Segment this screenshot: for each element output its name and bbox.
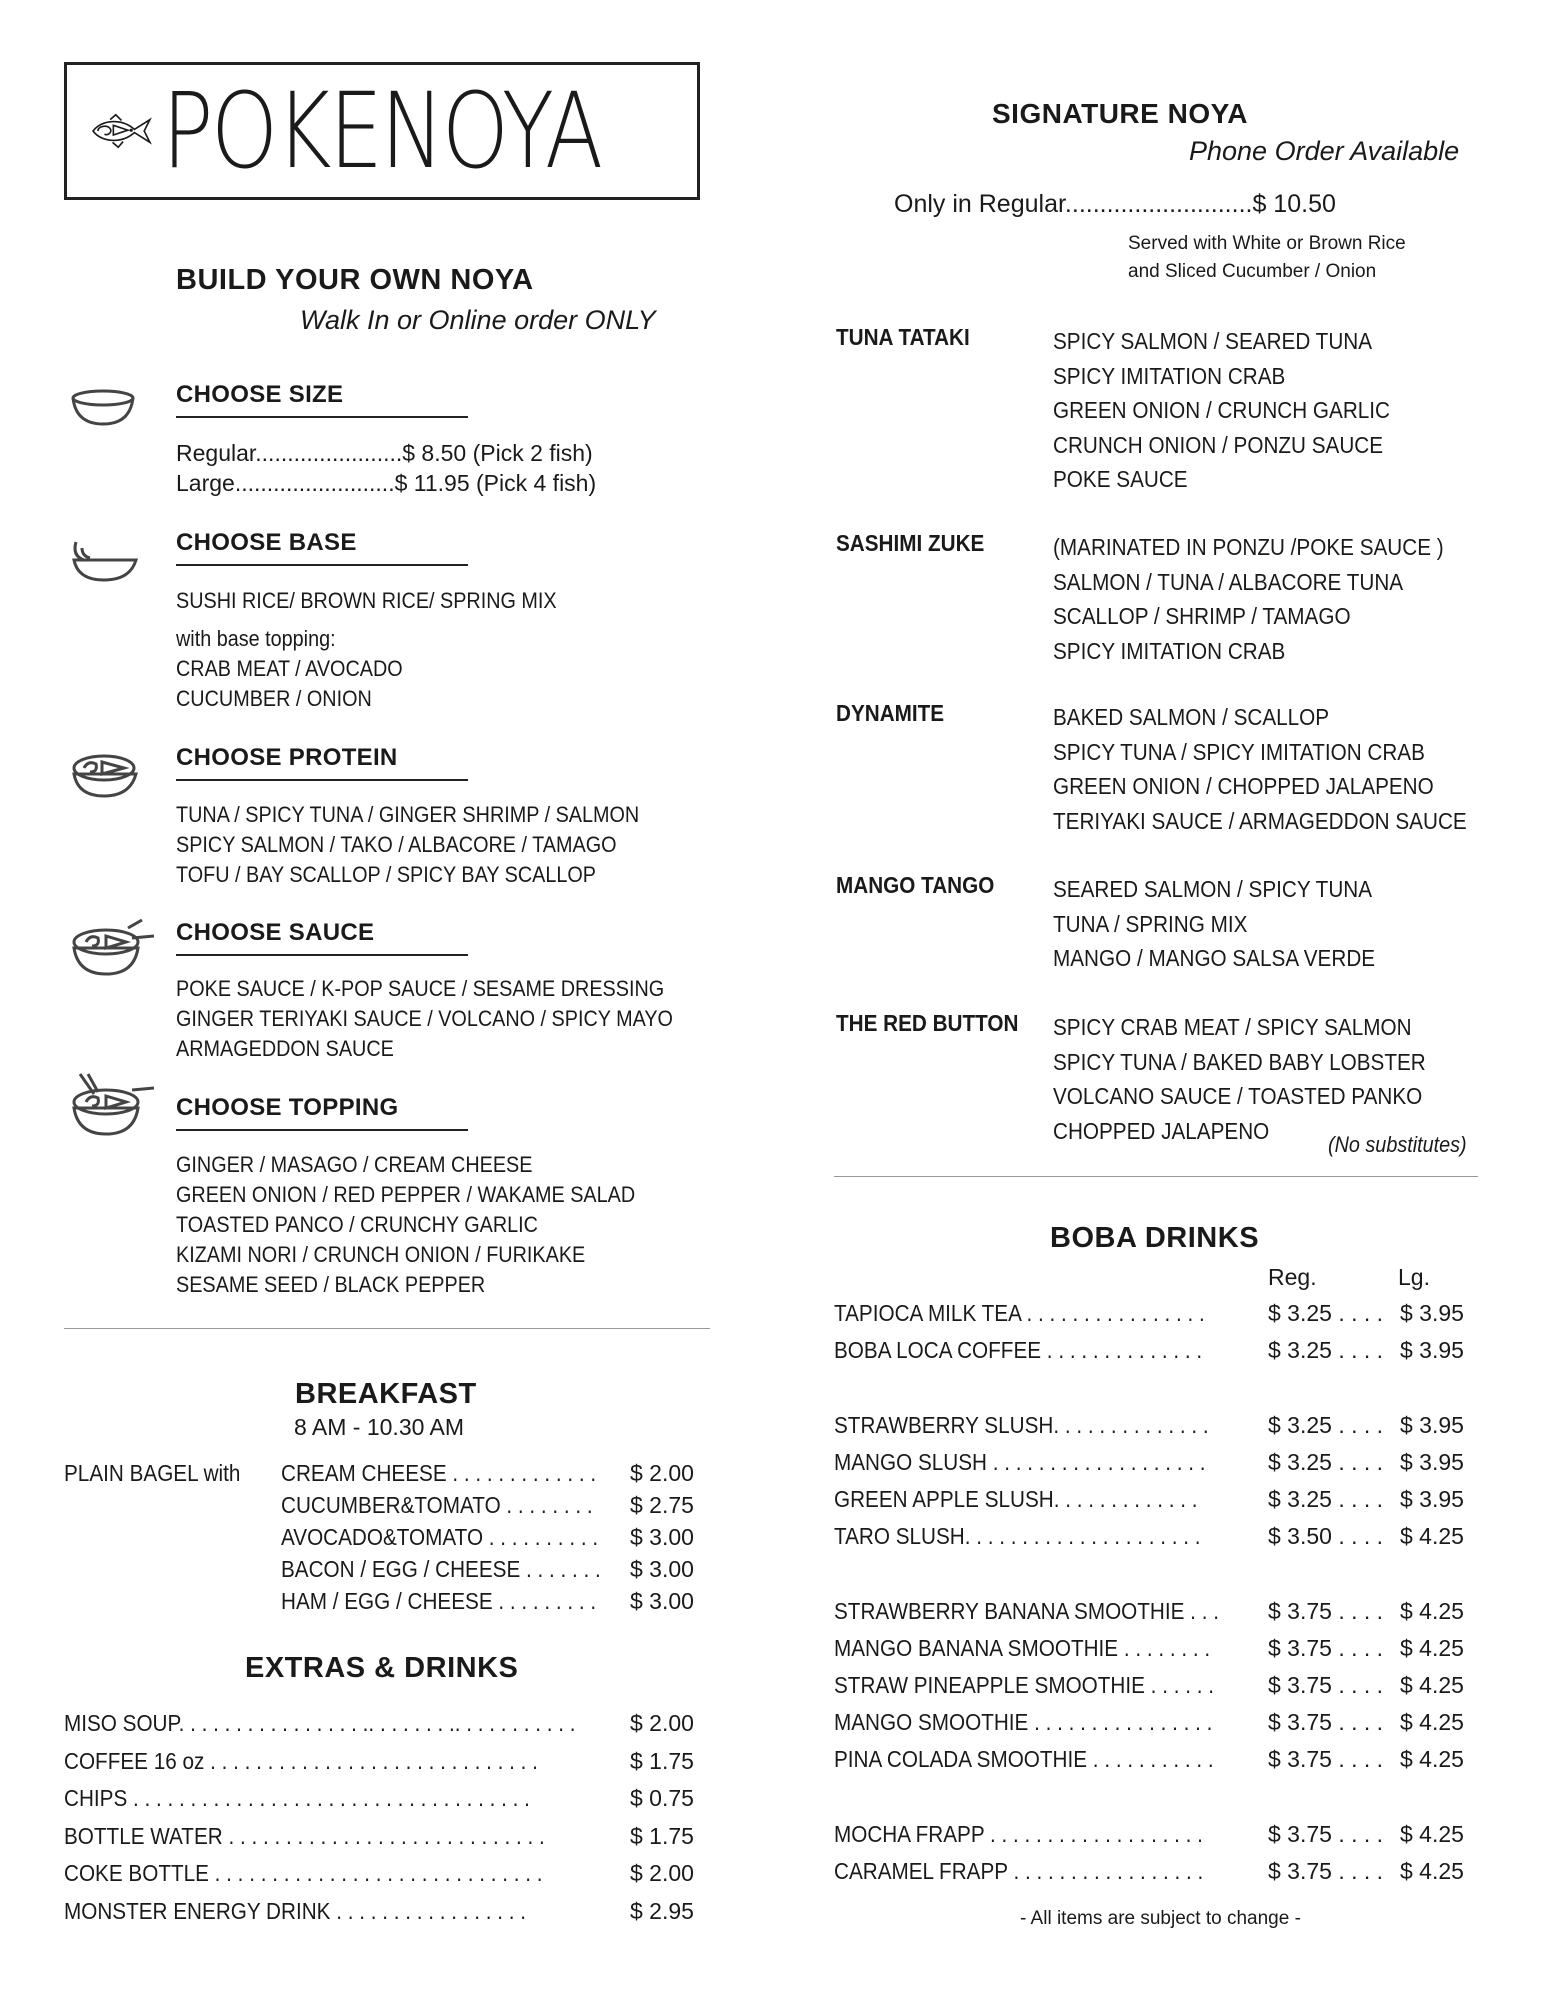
signature-title: SIGNATURE NOYA	[992, 98, 1248, 129]
boba-item-reg: $ 3.75 . . . .	[1268, 1821, 1384, 1847]
breakfast-item-name: AVOCADO&TOMATO . . . . . . . . . .	[281, 1524, 599, 1550]
boba-item-name: CARAMEL FRAPP . . . . . . . . . . . . . . . . .	[834, 1858, 1204, 1884]
fish-logo-icon	[89, 89, 154, 173]
signature-served-2: and Sliced Cucumber / Onion	[1128, 261, 1377, 282]
signature-bowl-ingredient: SALMON / TUNA / ALBACORE TUNA	[1053, 568, 1404, 595]
signature-bowl-ingredient: POKE SAUCE	[1053, 466, 1188, 492]
sauce-line-2: GINGER TERIYAKI SAUCE / VOLCANO / SPICY MAYO	[176, 1006, 673, 1031]
boba-item-lg: $ 4.25	[1400, 1746, 1464, 1772]
breakfast-item-name: HAM / EGG / CHEESE . . . . . . . . .	[281, 1588, 597, 1614]
protein-line-1: TUNA / SPICY TUNA / GINGER SHRIMP / SALMON	[176, 802, 640, 827]
logo-box	[64, 62, 700, 200]
size-large: Large.........................$ 11.95 (Pick 4 fish)	[176, 470, 597, 496]
boba-item-name: BOBA LOCA COFFEE . . . . . . . . . . . . . .	[834, 1337, 1203, 1363]
boba-col-reg: Reg.	[1268, 1264, 1317, 1290]
extras-item-price: $ 2.00	[630, 1710, 694, 1736]
signature-bowl-ingredient: VOLCANO SAUCE / TOASTED PANKO	[1053, 1083, 1423, 1109]
boba-item-reg: $ 3.75 . . . .	[1268, 1598, 1384, 1624]
signature-served-1: Served with White or Brown Rice	[1128, 233, 1406, 254]
extras-item-price: $ 0.75	[630, 1785, 694, 1811]
size-underline	[176, 416, 468, 418]
protein-underline	[176, 779, 468, 781]
left-divider	[64, 1328, 710, 1329]
size-title: CHOOSE SIZE	[176, 381, 344, 408]
boba-item-name: GREEN APPLE SLUSH. . . . . . . . . . . . .	[834, 1486, 1198, 1512]
signature-bowl-ingredient: SCALLOP / SHRIMP / TAMAGO	[1053, 603, 1351, 629]
signature-bowl-ingredient: SPICY TUNA / BAKED BABY LOBSTER	[1053, 1048, 1426, 1075]
boba-item-reg: $ 3.50 . . . .	[1268, 1523, 1384, 1549]
boba-item-name: STRAWBERRY BANANA SMOOTHIE . . .	[834, 1598, 1219, 1624]
topping-line-1: GINGER / MASAGO / CREAM CHEESE	[176, 1152, 533, 1177]
boba-item-reg: $ 3.75 . . . .	[1268, 1672, 1384, 1698]
boba-item-reg: $ 3.25 . . . .	[1268, 1337, 1384, 1363]
signature-bowl-ingredient: SPICY IMITATION CRAB	[1053, 637, 1286, 664]
breakfast-item-name: BACON / EGG / CHEESE . . . . . . .	[281, 1556, 601, 1582]
signature-bowl-ingredient: TERIYAKI SAUCE / ARMAGEDDON SAUCE	[1053, 807, 1467, 834]
boba-item-lg: $ 4.25	[1400, 1598, 1464, 1624]
signature-subtitle: Phone Order Available	[1189, 136, 1460, 166]
protein-line-2: SPICY SALMON / TAKO / ALBACORE / TAMAGO	[176, 832, 617, 857]
sauce-bowl-icon	[68, 918, 158, 978]
boba-item-reg: $ 3.75 . . . .	[1268, 1709, 1384, 1735]
breakfast-item-price: $ 3.00	[630, 1556, 694, 1582]
boba-item-name: MANGO SLUSH . . . . . . . . . . . . . . . . . . .	[834, 1449, 1206, 1475]
breakfast-item-name: CREAM CHEESE . . . . . . . . . . . . .	[281, 1460, 597, 1486]
build-title: BUILD YOUR OWN NOYA	[176, 264, 534, 296]
breakfast-item-price: $ 2.00	[630, 1460, 694, 1486]
breakfast-item-name: CUCUMBER&TOMATO . . . . . . . .	[281, 1492, 593, 1518]
breakfast-item-price: $ 3.00	[630, 1524, 694, 1550]
signature-bowl-name: MANGO TANGO	[836, 872, 995, 898]
boba-item-reg: $ 3.75 . . . .	[1268, 1746, 1384, 1772]
boba-item-name: MANGO SMOOTHIE . . . . . . . . . . . . . . . .	[834, 1709, 1213, 1735]
topping-line-5: SESAME SEED / BLACK PEPPER	[176, 1272, 486, 1297]
protein-bowl-icon	[68, 748, 140, 800]
boba-item-lg: $ 3.95	[1400, 1412, 1464, 1438]
breakfast-item-price: $ 2.75	[630, 1492, 694, 1518]
boba-item-reg: $ 3.25 . . . .	[1268, 1412, 1384, 1438]
boba-item-lg: $ 4.25	[1400, 1523, 1464, 1549]
signature-bowl-name: THE RED BUTTON	[836, 1010, 1019, 1036]
base-line-2: with base topping:	[176, 626, 336, 651]
sauce-underline	[176, 954, 468, 956]
base-bowl-icon	[68, 534, 140, 584]
signature-bowl-ingredient: SPICY IMITATION CRAB	[1053, 362, 1286, 389]
boba-item-name: STRAWBERRY SLUSH. . . . . . . . . . . . . .	[834, 1412, 1209, 1438]
base-underline	[176, 564, 468, 566]
extras-item-name: COFFEE 16 oz . . . . . . . . . . . . . . . . . . . . . . . . . . . . .	[64, 1747, 538, 1774]
signature-bowl-name: SASHIMI ZUKE	[836, 530, 985, 556]
signature-bowl-ingredient: SEARED SALMON / SPICY TUNA	[1053, 876, 1373, 902]
bowl-size-icon	[68, 388, 138, 428]
sauce-line-1: POKE SAUCE / K-POP SAUCE / SESAME DRESSING	[176, 976, 665, 1001]
extras-item-price: $ 1.75	[630, 1747, 694, 1774]
logo-text: POKENOYA	[161, 70, 601, 192]
boba-footer: - All items are subject to change -	[1020, 1908, 1301, 1929]
boba-item-name: MANGO BANANA SMOOTHIE . . . . . . . .	[834, 1635, 1211, 1661]
boba-item-name: TARO SLUSH. . . . . . . . . . . . . . . . . . . . .	[834, 1523, 1201, 1549]
extras-item-name: MISO SOUP. . . . . . . . . . . . . . . . .. . . . . . . .. . . . . . . . . . .	[64, 1710, 576, 1736]
signature-bowl-name: DYNAMITE	[836, 700, 945, 726]
signature-bowl-ingredient: GREEN ONION / CHOPPED JALAPENO	[1053, 773, 1434, 799]
protein-title: CHOOSE PROTEIN	[176, 744, 398, 771]
sauce-line-3: ARMAGEDDON SAUCE	[176, 1036, 394, 1061]
extras-item-name: BOTTLE WATER . . . . . . . . . . . . . . . . . . . . . . . . . . . .	[64, 1822, 545, 1849]
breakfast-title: BREAKFAST	[295, 1378, 477, 1410]
breakfast-lead: PLAIN BAGEL with	[64, 1460, 241, 1486]
topping-line-2: GREEN ONION / RED PEPPER / WAKAME SALAD	[176, 1182, 636, 1207]
boba-item-lg: $ 3.95	[1400, 1449, 1464, 1475]
boba-item-reg: $ 3.25 . . . .	[1268, 1300, 1384, 1326]
boba-item-lg: $ 4.25	[1400, 1635, 1464, 1661]
boba-item-lg: $ 3.95	[1400, 1337, 1464, 1363]
signature-bowl-ingredient: (MARINATED IN PONZU /POKE SAUCE )	[1053, 534, 1444, 560]
extras-item-price: $ 1.75	[630, 1822, 694, 1849]
boba-item-lg: $ 4.25	[1400, 1672, 1464, 1698]
breakfast-hours: 8 AM - 10.30 AM	[294, 1414, 465, 1440]
extras-item-price: $ 2.95	[630, 1897, 694, 1924]
signature-bowl-ingredient: SPICY CRAB MEAT / SPICY SALMON	[1053, 1014, 1412, 1040]
extras-item-name: COKE BOTTLE . . . . . . . . . . . . . . . . . . . . . . . . . . . . .	[64, 1860, 543, 1886]
boba-item-name: STRAW PINEAPPLE SMOOTHIE . . . . . .	[834, 1672, 1214, 1698]
boba-item-lg: $ 4.25	[1400, 1709, 1464, 1735]
boba-item-name: PINA COLADA SMOOTHIE . . . . . . . . . . .	[834, 1746, 1214, 1772]
boba-item-name: MOCHA FRAPP . . . . . . . . . . . . . . . . . . .	[834, 1821, 1203, 1847]
topping-bowl-icon	[68, 1072, 158, 1138]
signature-bowl-ingredient: SPICY TUNA / SPICY IMITATION CRAB	[1053, 738, 1425, 765]
extras-title: EXTRAS & DRINKS	[245, 1652, 519, 1684]
signature-bowl-name: TUNA TATAKI	[836, 324, 970, 350]
base-line-1: SUSHI RICE/ BROWN RICE/ SPRING MIX	[176, 588, 557, 613]
boba-item-reg: $ 3.75 . . . .	[1268, 1858, 1384, 1884]
extras-item-name: MONSTER ENERGY DRINK . . . . . . . . . . . . . . . . .	[64, 1897, 526, 1924]
boba-title: BOBA DRINKS	[1050, 1222, 1260, 1254]
breakfast-item-price: $ 3.00	[630, 1588, 694, 1614]
base-line-3: CRAB MEAT / AVOCADO	[176, 656, 403, 681]
signature-bowl-ingredient: SPICY SALMON / SEARED TUNA	[1053, 328, 1373, 354]
signature-bowl-ingredient: TUNA / SPRING MIX	[1053, 910, 1248, 937]
extras-item-price: $ 2.00	[630, 1860, 694, 1886]
build-subtitle: Walk In or Online order ONLY	[300, 305, 656, 335]
base-title: CHOOSE BASE	[176, 529, 357, 556]
topping-line-3: TOASTED PANCO / CRUNCHY GARLIC	[176, 1212, 538, 1237]
signature-bowl-ingredient: MANGO / MANGO SALSA VERDE	[1053, 945, 1376, 971]
boba-item-reg: $ 3.25 . . . .	[1268, 1486, 1384, 1512]
size-regular: Regular.......................$ 8.50 (Pick 2 fish)	[176, 440, 593, 466]
signature-note: (No substitutes)	[1328, 1132, 1467, 1157]
topping-underline	[176, 1129, 468, 1131]
right-divider	[834, 1176, 1478, 1177]
boba-item-reg: $ 3.75 . . . .	[1268, 1635, 1384, 1661]
signature-bowl-ingredient: BAKED SALMON / SCALLOP	[1053, 704, 1330, 730]
boba-item-lg: $ 4.25	[1400, 1858, 1464, 1884]
boba-item-name: TAPIOCA MILK TEA . . . . . . . . . . . . . . . .	[834, 1300, 1205, 1326]
signature-price: Only in Regular...........................$ 10.50	[894, 190, 1336, 218]
extras-item-name: CHIPS . . . . . . . . . . . . . . . . . . . . . . . . . . . . . . . . . . .	[64, 1785, 530, 1811]
signature-bowl-ingredient: GREEN ONION / CRUNCH GARLIC	[1053, 397, 1390, 423]
boba-item-reg: $ 3.25 . . . .	[1268, 1449, 1384, 1475]
boba-col-lg: Lg.	[1398, 1264, 1430, 1290]
signature-bowl-ingredient: CHOPPED JALAPENO	[1053, 1117, 1270, 1144]
sauce-title: CHOOSE SAUCE	[176, 919, 375, 946]
signature-bowl-ingredient: CRUNCH ONION / PONZU SAUCE	[1053, 431, 1384, 458]
protein-line-3: TOFU / BAY SCALLOP / SPICY BAY SCALLOP	[176, 862, 597, 887]
boba-item-lg: $ 4.25	[1400, 1821, 1464, 1847]
topping-title: CHOOSE TOPPING	[176, 1094, 399, 1121]
topping-line-4: KIZAMI NORI / CRUNCH ONION / FURIKAKE	[176, 1242, 586, 1267]
base-line-4: CUCUMBER / ONION	[176, 686, 372, 711]
boba-item-lg: $ 3.95	[1400, 1300, 1464, 1326]
boba-item-lg: $ 3.95	[1400, 1486, 1464, 1512]
